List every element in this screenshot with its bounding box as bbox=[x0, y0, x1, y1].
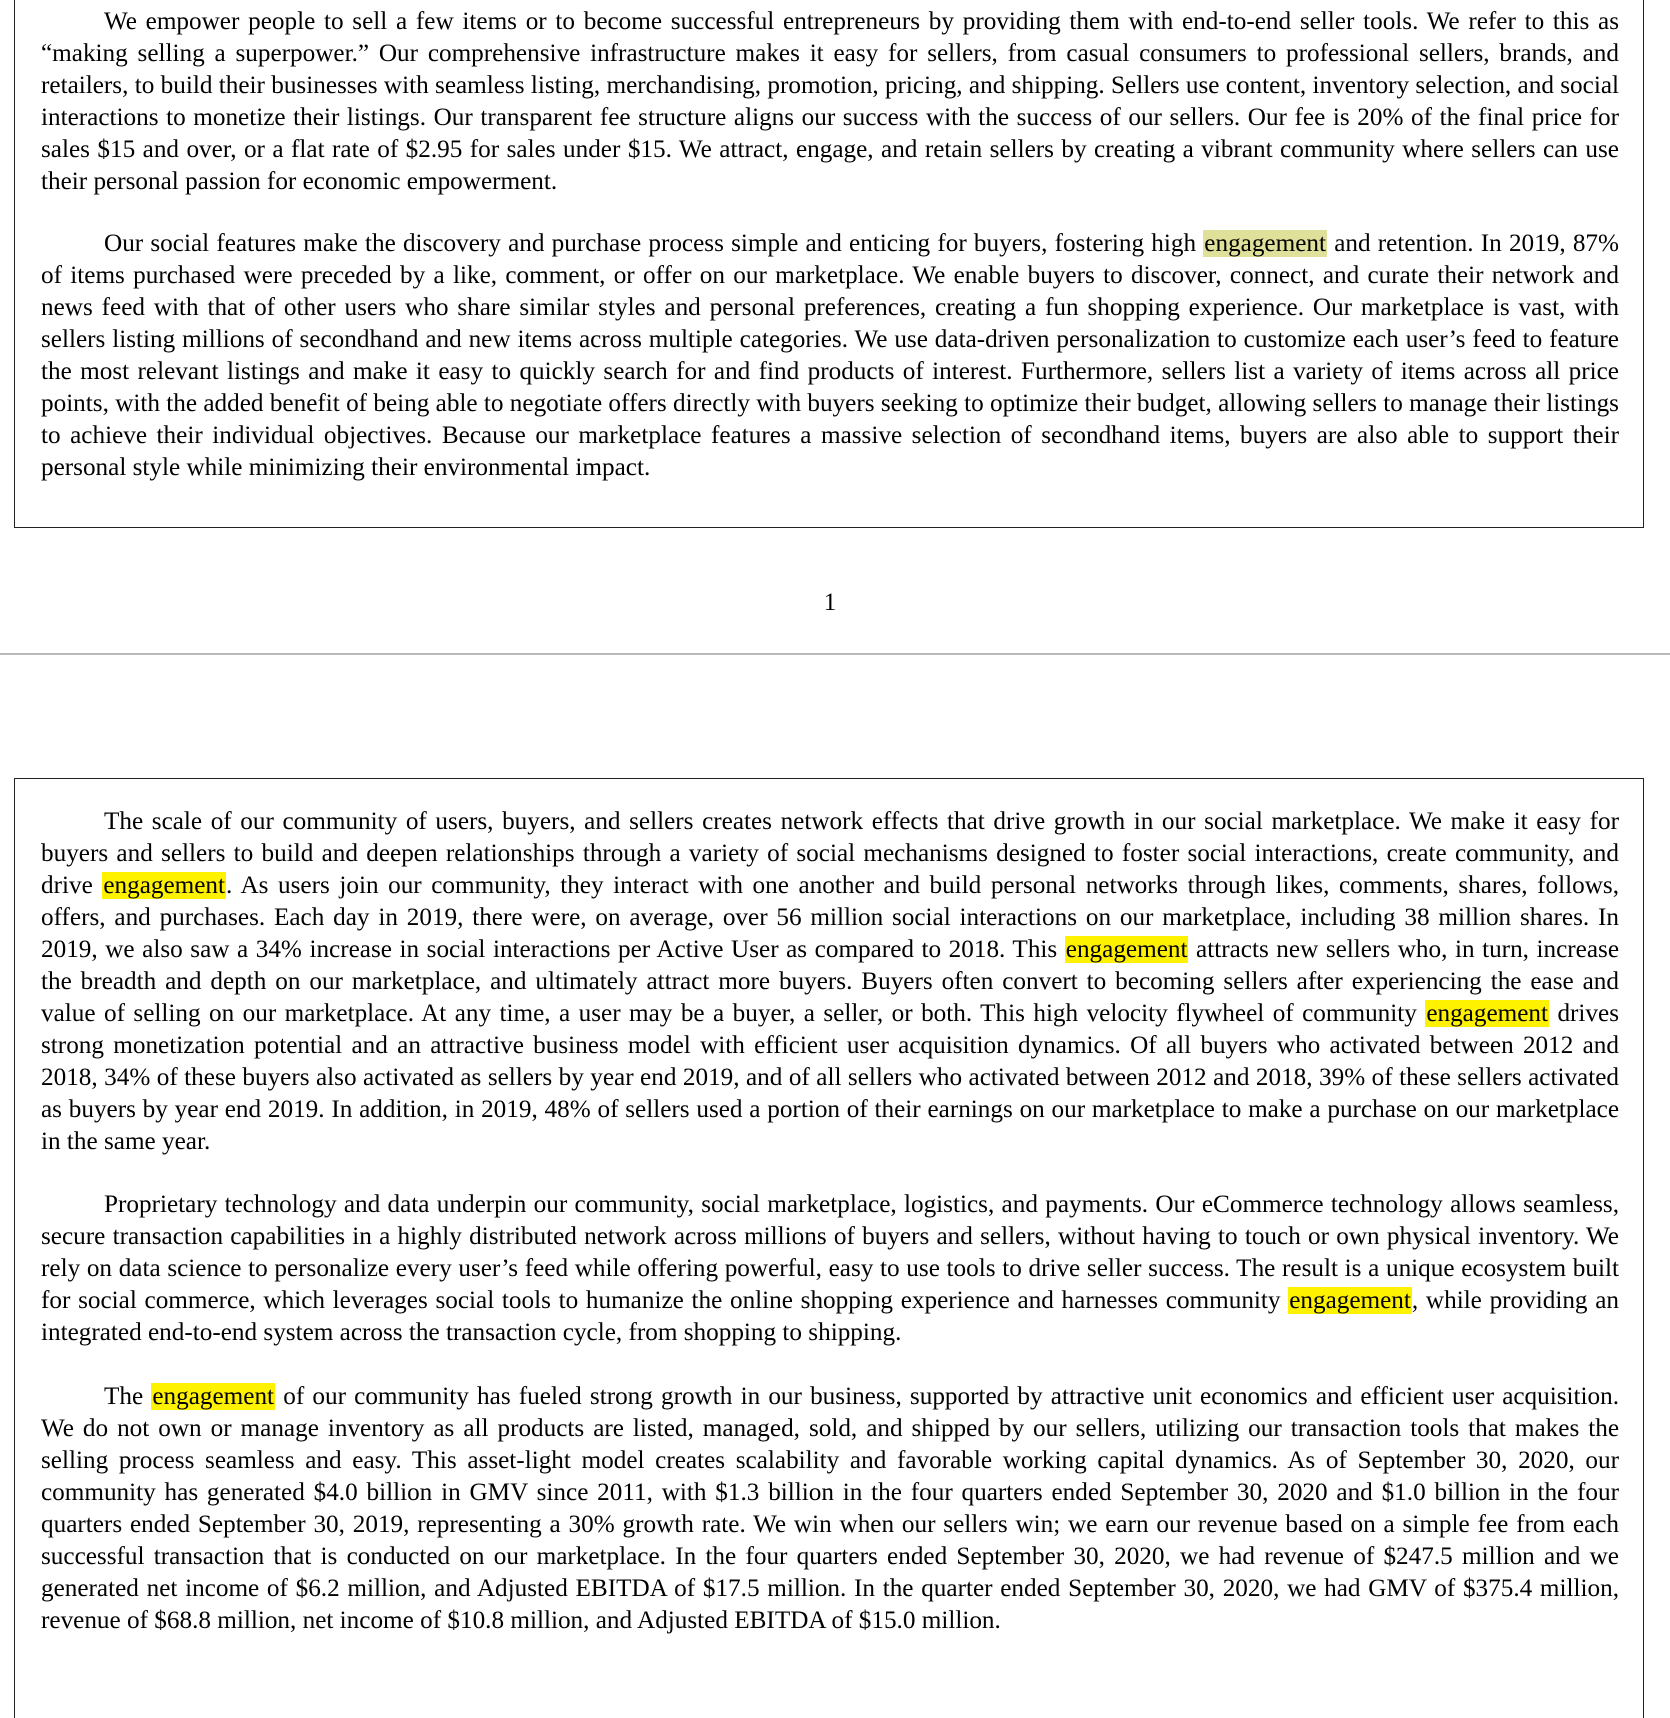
paragraph-text: . As users join our community, they interact with one another and build personal networks through likes, comments, shares, follows, offers, and purchases. Each day in 2019, there were, on average, over 56 million social interactions on our marketplace, including 38 million shares. In 2019, we also saw a 34% increase in social interactions per Active User as compared to 2018. This bbox=[41, 872, 1619, 963]
search-highlight[interactable]: engagement bbox=[152, 1383, 275, 1410]
paragraph-text: attracts new sellers who, in turn, increase the breadth and depth on our marketplace, and ultimately attract more buyers. Buyers often convert to becoming sellers after experiencing the ease and value of selling on our marketplace. At any time, a user may be a buyer, a seller, or both. This high velocity flywheel of community bbox=[41, 936, 1620, 1027]
paragraph-text: Proprietary technology and data underpin our community, social marketplace, logistics, and payments. Our eCommerce technology allows seamless, secure transaction capabilities in a highly distributed network across millions of buyers and sellers, without having to touch or own physical inventory. We rely on data science to personalize every user’s feed while offering powerful, easy to use tools to drive seller success. The result is a unique ecosystem built for social commerce, which leverages social tools to humanize the online shopping experience and harnesses community bbox=[41, 1191, 1619, 1314]
page-1-paragraph-1 bbox=[41, 6, 1619, 198]
paragraph-text: Our social features make the discovery and purchase process simple and enticing for buyers, fostering high bbox=[104, 230, 1197, 257]
page-2-content-box bbox=[14, 778, 1644, 1718]
page-1-paragraph-2 bbox=[41, 228, 1619, 484]
vertical-scrollbar[interactable] bbox=[1652, 0, 1670, 1694]
page-1-content-box bbox=[14, 0, 1644, 528]
paragraph-text: The bbox=[104, 1383, 144, 1410]
page-2-paragraph-1 bbox=[41, 806, 1619, 1158]
paragraph-text: The scale of our community of users, buyers, and sellers creates network effects that drive growth in our social marketplace. We make it easy for buyers and sellers to build and deepen relationships through a variety of social mechanisms designed to foster social interactions, create community, and drive bbox=[41, 808, 1619, 899]
paragraph-text: We empower people to sell a few items or to become successful entrepreneurs by providing them with end-to-end seller tools. We refer to this as “making selling a superpower.” Our comprehensive infrastructure makes it easy for sellers, from casual consumers to professional sellers, brands, and retailers, to build their businesses with seamless listing, merchandising, promotion, pricing, and shipping. Sellers use content, inventory selection, and social interactions to monetize their listings. Our transparent fee structure aligns our success with the success of our sellers. Our fee is 20% of the final price for sales $15 and over, or a flat rate of $2.95 for sales under $15. We attract, engage, and retain sellers by creating a vibrant community where sellers can use their personal passion for economic empowerment. bbox=[41, 8, 1619, 195]
search-highlight[interactable]: engagement bbox=[1289, 1287, 1411, 1314]
paragraph-text: drives strong monetization potential and an attractive business model with efficient user acquisition dynamics. Of all buyers who activated between 2012 and 2018, 34% of these buyers also activated as sellers by year end 2019, and of all sellers who activated between 2012 and 2018, 39% of these sellers activated as buyers by year end 2019. In addition, in 2019, 48% of sellers used a portion of their earnings on our marketplace to make a purchase on our marketplace in the same year. bbox=[41, 1000, 1620, 1155]
search-highlight-active[interactable]: engagement bbox=[1204, 230, 1326, 257]
page-2-paragraph-3 bbox=[41, 1381, 1619, 1637]
search-highlight[interactable]: engagement bbox=[1065, 936, 1188, 963]
page-divider bbox=[0, 653, 1670, 655]
page-2-paragraph-2 bbox=[41, 1189, 1619, 1349]
search-highlight[interactable]: engagement bbox=[1426, 1000, 1548, 1027]
search-highlight[interactable]: engagement bbox=[103, 872, 226, 899]
paragraph-text: of our community has fueled strong growth in our business, supported by attractive unit economics and efficient user acquisition. We do not own or manage inventory as all products are listed, managed, sold, and shipped by our sellers, utilizing our transaction tools that makes the selling process seamless and easy. This asset-light model creates scalability and favorable working capital dynamics. As of September 30, 2020, our community has generated $4.0 billion in GMV since 2011, with $1.3 billion in the four quarters ended September 30, 2020 and $1.0 billion in the four quarters ended September 30, 2019, representing a 30% growth rate. We win when our sellers win; we earn our revenue based on a simple fee from each successful transaction that is conducted on our marketplace. In the four quarters ended September 30, 2020, we had revenue of $247.5 million and we generated net income of $6.2 million, and Adjusted EBITDA of $17.5 million. In the quarter ended September 30, 2020, we had GMV of $375.4 million, revenue of $68.8 million, net income of $10.8 million, and Adjusted EBITDA of $15.0 million. bbox=[41, 1383, 1620, 1634]
paragraph-text: and retention. In 2019, 87% of items purchased were preceded by a like, comment, or offer on our marketplace. We enable buyers to discover, connect, and curate their network and news feed with that of other users who share similar styles and personal preferences, creating a fun shopping experience. Our marketplace is vast, with sellers listing millions of secondhand and new items across multiple categories. We use data-driven personalization to customize each user’s feed to feature the most relevant listings and make it easy to quickly search for and find products of interest. Furthermore, sellers list a variety of items across all price points, with the added benefit of being able to negotiate offers directly with buyers seeking to optimize their budget, allowing sellers to manage their listings to achieve their individual objectives. Because our marketplace features a massive selection of secondhand items, buyers are also able to support their personal style while minimizing their environmental impact. bbox=[41, 230, 1619, 481]
page-number: 1 bbox=[823, 589, 837, 616]
paragraph-text: , while providing an integrated end-to-end system across the transaction cycle, from shopping to shipping. bbox=[41, 1287, 1619, 1346]
